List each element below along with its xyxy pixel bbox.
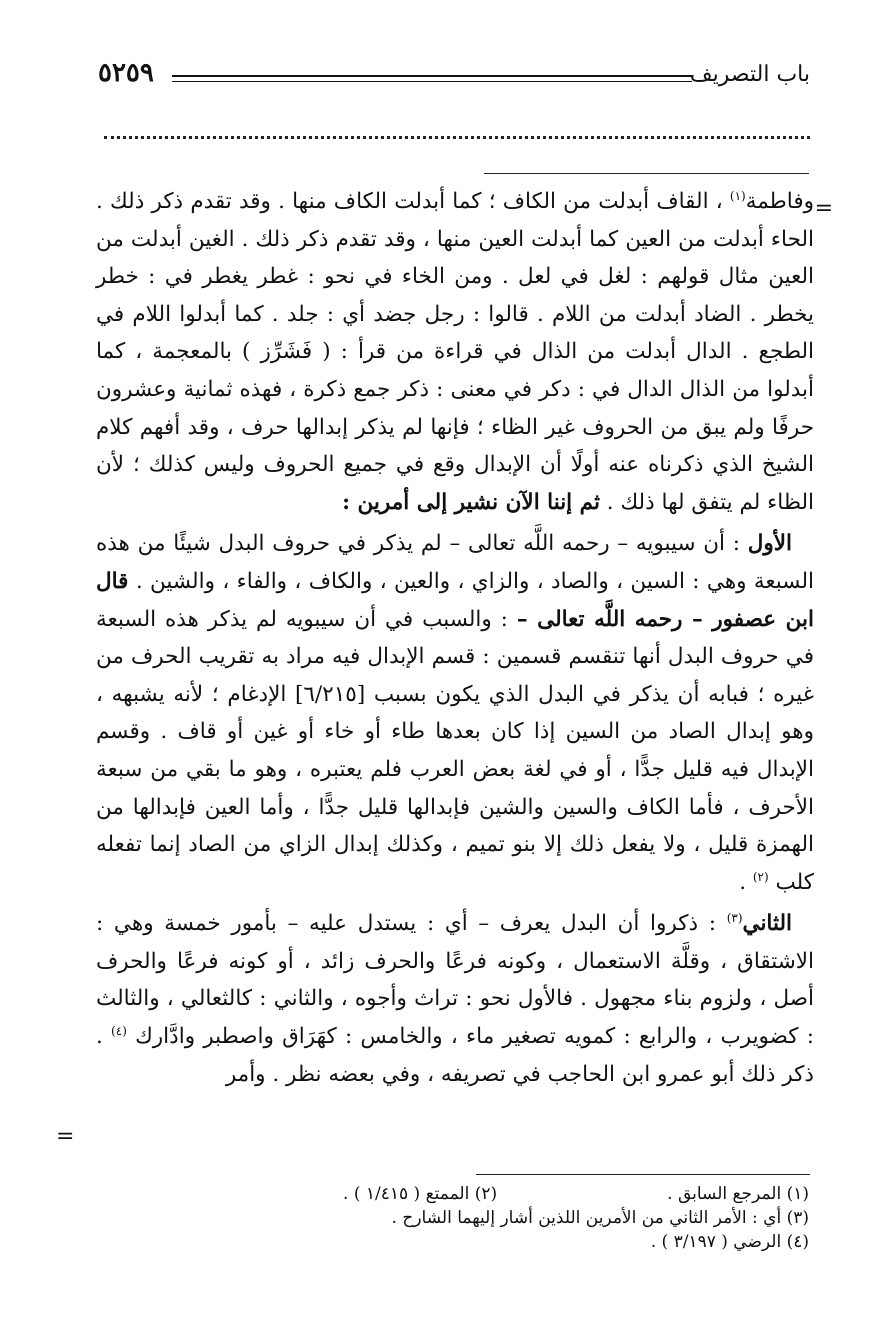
footnote-ref-3[interactable]: (٣) [726,911,743,926]
continuation-mark-end: = [56,1124,75,1149]
paragraph-2 [96,525,814,901]
top-short-rule [484,173,809,174]
paragraph-1 [96,183,814,521]
footnote-row-1 [109,1182,809,1206]
text-segment: . ذكر ذلك أبو عمرو ابن الحاجب في تصريفه ، وفي بعضه نظر . وأمر [96,1024,814,1087]
bold-segment: الثاني [742,911,792,937]
chapter-title: باب التصريف [689,62,810,87]
running-header [98,58,810,94]
text-segment: : ذكروا أن البدل يعرف – أي : يستدل عليه – بأمور خمسة وهي : الاشتقاق ، وقلَّة الاستعمال ، وكونه فرعًا والحرف زائد ، أو كونه فرعًا والحرف أصل ، ولزوم بناء مجهول . فالأول نحو : تراث وأجوه ، والثاني : كالثعالي ، والثالث : كضويرب ، والرابع : كمويه تصغير ماء ، والخامس : كهَرَاق واصطبر وادَّارك [96,911,814,1050]
dotted-separator [104,136,810,139]
bold-segment: الأول [747,531,792,557]
footnote-3: (٣) أي : الأمر الثاني من الأمرين اللذين أشار إليهما الشارح . [391,1208,809,1228]
footnote-rule [476,1174,810,1175]
bold-segment: قال ابن عصفور – رحمه اللَّه تعالى – [96,568,815,632]
main-text [96,183,814,1093]
footnote-row-2 [109,1206,809,1230]
footnote-ref-2[interactable]: (٢) [752,869,769,884]
header-double-rule [172,75,692,82]
text-segment: : والسبب في أن سيبويه لم يذكر هذه السبعة في حروف البدل أنها تنقسم قسمين : قسم الإبدال فيه مراد به تقريب الحرف من غيره ؛ فبابه أن يذكر في البدل الذي يكون بسبب [٦/٢١٥] الإدغام ؛ لأنه يشبهه ، وهو إبدال الصاد من السين إذا كان بعدها طاء أو خاء أو غين أو قاف . وقسم الإبدال فيه قليل جدًّا ، أو في لغة بعض العرب فلم يعتبره ، وهو ما بقي من سبعة الأحرف ، فأما الكاف والسين والشين فإبدالها قليل جدًّا ، وأما العين فإبدالها من الهمزة قليل ، ولا يفعل ذلك إلا بنو تميم ، وكذلك إبدال الزاي من الصاد إنما تفعله كلب [96,606,814,895]
text-segment: . [739,869,753,895]
footnote-row-3 [109,1230,809,1254]
footnote-1: (١) المرجع السابق . [667,1184,809,1204]
bold-segment: ثم إننا الآن نشير إلى أمرين : [342,489,600,515]
footnote-2: (٢) الممتع ( ١/٤١٥ ) . [343,1184,498,1204]
continuation-mark-start: = [814,196,833,221]
text-segment: : أن سيبويه – رحمه اللَّه تعالى – لم يذكر في حروف البدل شيئًا من هذه السبعة وهي : السين ، والصاد ، والزاي ، والعين ، والكاف ، والفاء ، والشين . [96,531,814,594]
footnote-ref-1[interactable]: (١) [729,188,746,203]
footnote-ref-4[interactable]: (٤) [111,1023,127,1038]
footnote-4: (٤) الرضي ( ٣/١٩٧ ) . [650,1232,809,1252]
text-segment: ، القاف أبدلت من الكاف ؛ كما أبدلت الكاف منها . وقد تقدم ذكر ذلك . الحاء أبدلت من العين كما أبدلت العين منها ، وقد تقدم ذكر ذلك . الغين أبدلت من العين مثال قولهم : لغل في لعل . ومن الخاء في نحو : غطر يغطر في : خطر يخطر . الضاد أبدلت من اللام . قالوا : رجل جضد أي : جلد . كما أبدلوا اللام في الطجع . الدال أبدلت من الذال في قراءة من قرأ : ( فَشَرِّز ) بالمعجمة ، كما أبدلوا من الذال الدال في : دكر في معنى : ذكر جمع ذكرة ، فهذه ثمانية وعشرون حرفًا ولم يبق من الحروف غير الظاء ؛ فإنها لم يذكر إبدالها حرف ، وقد أفهم كلام الشيخ الذي ذكرناه عنه أولًا أن الإبدال وقع في جميع الحروف وليس كذلك ؛ لأن الظاء لم يتفق لها ذلك . [96,189,814,515]
text-segment: وفاطمة [745,189,814,214]
paragraph-3 [96,905,814,1093]
footnotes [109,1182,809,1254]
page-number: ٥٢٥٩ [98,58,154,88]
